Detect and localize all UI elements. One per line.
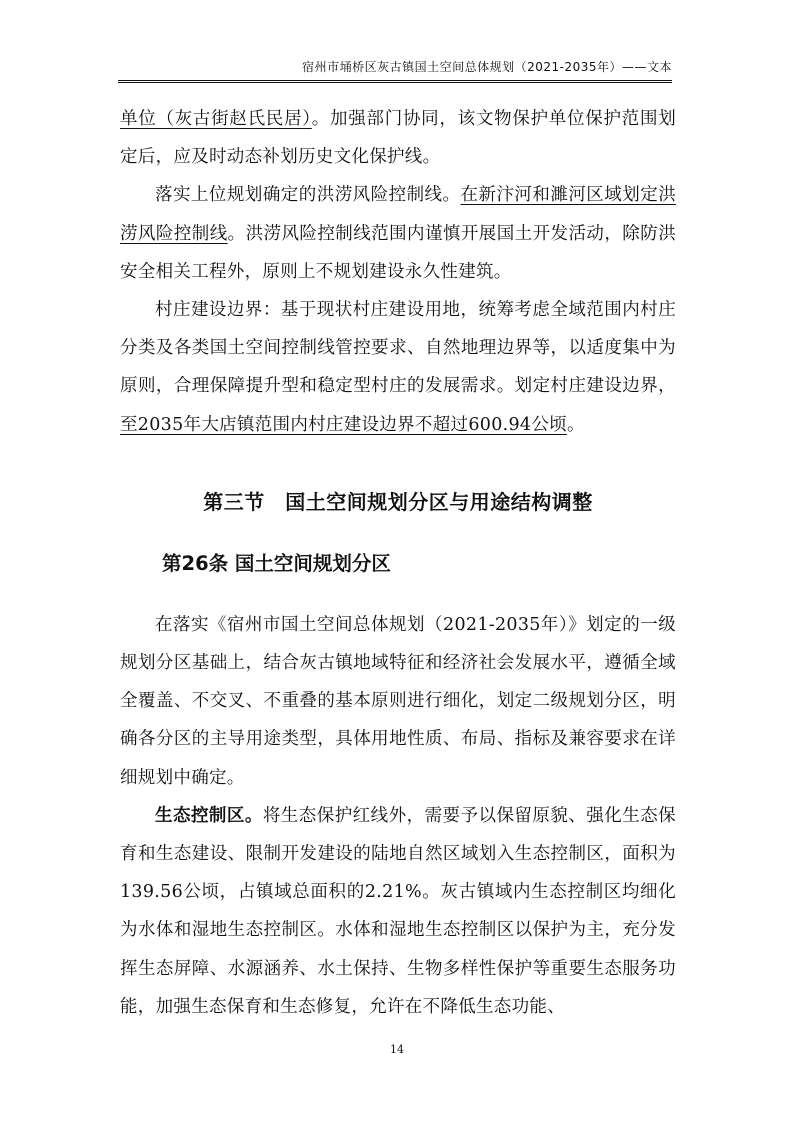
paragraph-text: 。: [566, 414, 585, 435]
running-header: 宿州市埇桥区灰古镇国土空间总体规划（2021-2035年）——文本: [118, 58, 672, 83]
paragraph-text: 。加强部门协同，该文物保护单位保护范围划定后，应及时动态补划历史文化保护线。: [120, 109, 676, 168]
page-content: [120, 100, 676, 1026]
bold-term: 生态控制区。: [155, 805, 263, 826]
paragraph-zoning: 在落实《宿州市国土空间总体规划（2021-2035年）》划定的一级规划分区基础上，结合灰古镇地域特征和经济社会发展水平，遵循全域全覆盖、不交叉、不重叠的基本原则进行细化，划定二级规划分区，明确各分区的主导用途类型，具体用地性质、布局、指标及兼容要求在详细规划中确定。: [120, 614, 676, 788]
paragraph-text: 。洪涝风险控制线范围内谨慎开展国土开发活动，除防洪安全相关工程外，原则上不规划建设永久性建筑。: [120, 223, 676, 282]
paragraph-text: 将生态保护红线外，需要予以保留原貌、强化生态保育和生态建设、限制开发建设的陆地自然区域划入生态控制区，面积为139.56公顷，占镇域总面积的2.21%。灰古镇域内生态控制区均细化为水体和湿地生态控制区。水体和湿地生态控制区以保护为主，充分发挥生态屏障、水源涵养、水土保持、生物多样性保护等重要生态服务功能，加强生态保育和生态修复，允许在不降低生态功能、: [120, 805, 676, 1017]
page-number: 14: [390, 1043, 404, 1056]
underlined-text: 单位（灰古街赵氏民居）: [120, 109, 312, 129]
paragraph-text: 村庄建设边界：基于现状村庄建设用地，统筹考虑全域范围内村庄分类及各类国土空间控制线管控要求、自然地理边界等，以适度集中为原则，合理保障提升型和稳定型村庄的发展需求。划定村庄建设边界，: [120, 300, 676, 397]
paragraph-heritage: [120, 100, 676, 176]
paragraph-flood-control: [120, 176, 676, 291]
paragraph-ecological-control: [120, 797, 676, 1026]
paragraph-text: 落实上位规划确定的洪涝风险控制线。: [155, 185, 461, 206]
underlined-text: 在新汴河和濉河区域划定洪涝风险控制线: [120, 185, 676, 244]
article-title: 第26条 国土空间规划分区: [162, 551, 391, 575]
paragraph-village-boundary: [120, 291, 676, 444]
section-title: 第三节 国土空间规划分区与用途结构调整: [203, 489, 593, 514]
underlined-text: 至2035年大店镇范围内村庄建设边界不超过600.94公顷: [120, 414, 567, 435]
